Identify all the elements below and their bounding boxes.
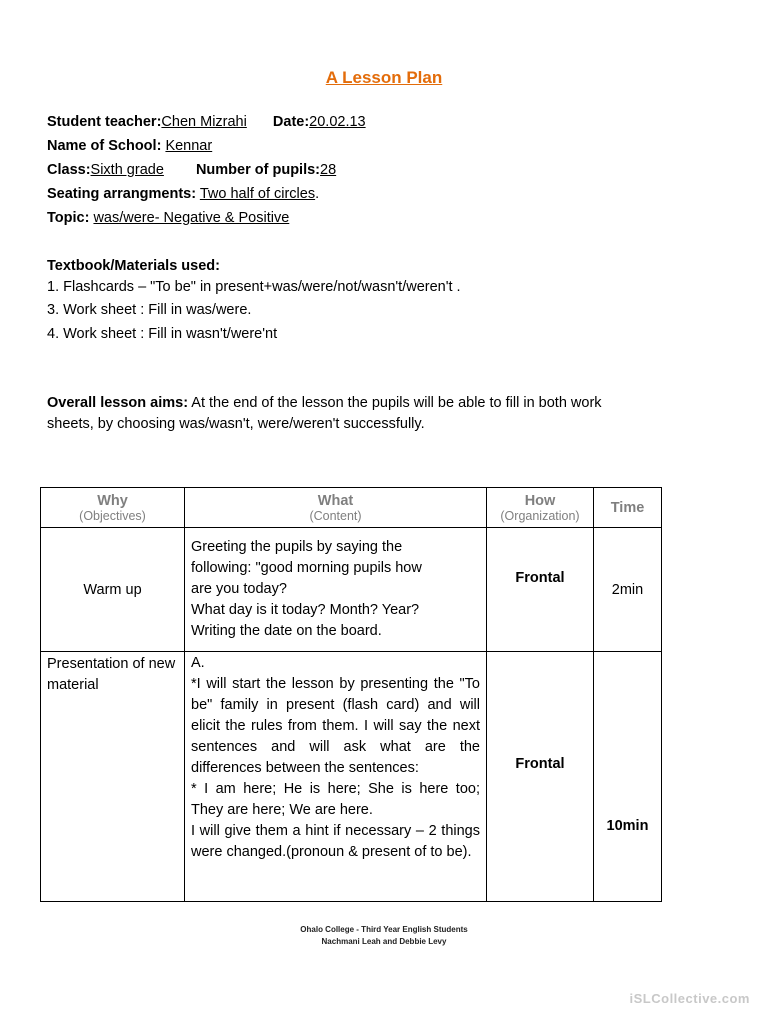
header-how <box>487 488 594 528</box>
row-presentation-what <box>185 652 487 902</box>
row-warmup-why: Warm up <box>41 528 185 652</box>
footer-line: Nachmani Leah and Debbie Levy <box>321 937 447 946</box>
page-footer <box>0 924 768 948</box>
header-why-label: Why <box>97 492 128 509</box>
what-line: following: "good morning pupils how <box>191 560 422 576</box>
what-line: are you today? <box>191 581 287 597</box>
what-hint: I will give them a hint if necessary – 2 things were changed.(pronoun & present of to be). <box>191 823 480 860</box>
footer-line: Ohalo College - Third Year English Students <box>300 925 468 934</box>
header-why-sub: (Objectives) <box>79 508 146 523</box>
what-examples: * I am here; He is here; She is here too; They are here; We are here. <box>191 781 480 818</box>
school-value: Kennar <box>165 138 213 154</box>
seating-value: Two half of circles <box>199 186 316 202</box>
what-line: Writing the date on the board. <box>191 623 382 639</box>
lesson-plan-table <box>40 487 662 902</box>
what-line: Greeting the pupils by saying the <box>191 539 403 555</box>
header-time: Time <box>594 488 662 528</box>
header-what <box>185 488 487 528</box>
row-warmup-how-text: Frontal <box>515 569 565 586</box>
table-row <box>41 528 662 652</box>
seating-label: Seating arrangments: <box>47 186 197 202</box>
student-teacher-value: Chen Mizrahi <box>161 114 247 130</box>
date-label: Date: <box>272 114 310 130</box>
pupils-label: Number of pupils: <box>195 162 321 178</box>
aims-label: Overall lesson aims: <box>47 395 189 411</box>
row-presentation-time: 10min <box>594 652 662 902</box>
table-row <box>41 652 662 902</box>
row-presentation-how: Frontal <box>487 652 594 902</box>
materials-item: 3. Work sheet : Fill in was/were. <box>47 302 252 318</box>
student-teacher-label: Student teacher: <box>47 114 162 130</box>
header-what-label: What <box>317 492 354 509</box>
topic-value: was/were- Negative & Positive <box>93 210 290 226</box>
table-header-row <box>41 488 662 528</box>
materials-heading: Textbook/Materials used: <box>47 258 220 274</box>
topic-label: Topic: <box>47 210 90 226</box>
what-prefix: A. <box>191 655 205 671</box>
row-warmup-what <box>185 528 487 652</box>
page-title: A Lesson Plan <box>325 68 443 87</box>
aims-text: At the end of the lesson the pupils will be able to fill in both work sheets, by choosing was/wasn't, were/weren't successfully. <box>47 395 602 432</box>
row-presentation-why: Presentation of new material <box>41 652 185 902</box>
row-warmup-time: 2min <box>594 528 662 652</box>
row-warmup-how <box>487 528 594 652</box>
header-why <box>41 488 185 528</box>
seating-suffix: . <box>315 186 320 202</box>
what-text: *I will start the lesson by presenting the "To be" family in present (flash card) and will elicit the rules from them. I will say the next sentences and will ask what are the differences between the sentences: <box>191 676 480 776</box>
pupils-value: 28 <box>320 162 337 178</box>
info-line-class <box>47 158 336 182</box>
what-line: What day is it today? Month? Year? <box>191 602 420 618</box>
info-line-school <box>47 134 212 158</box>
header-what-sub: (Content) <box>309 508 362 523</box>
lesson-aims <box>47 393 647 435</box>
school-label: Name of School: <box>47 138 162 154</box>
header-how-sub: (Organization) <box>500 508 580 523</box>
class-value: Sixth grade <box>90 162 164 178</box>
watermark: iSLCollective.com <box>629 991 750 1006</box>
date-value: 20.02.13 <box>309 114 366 130</box>
materials-item: 1. Flashcards – "To be" in present+was/were/not/wasn't/weren't . <box>47 279 461 295</box>
info-line-topic <box>47 206 289 230</box>
info-line-teacher <box>47 110 366 134</box>
materials-item: 4. Work sheet : Fill in wasn't/were'nt <box>47 326 278 342</box>
info-line-seating <box>47 182 319 206</box>
class-label: Class: <box>47 162 91 178</box>
header-how-label: How <box>524 492 556 509</box>
